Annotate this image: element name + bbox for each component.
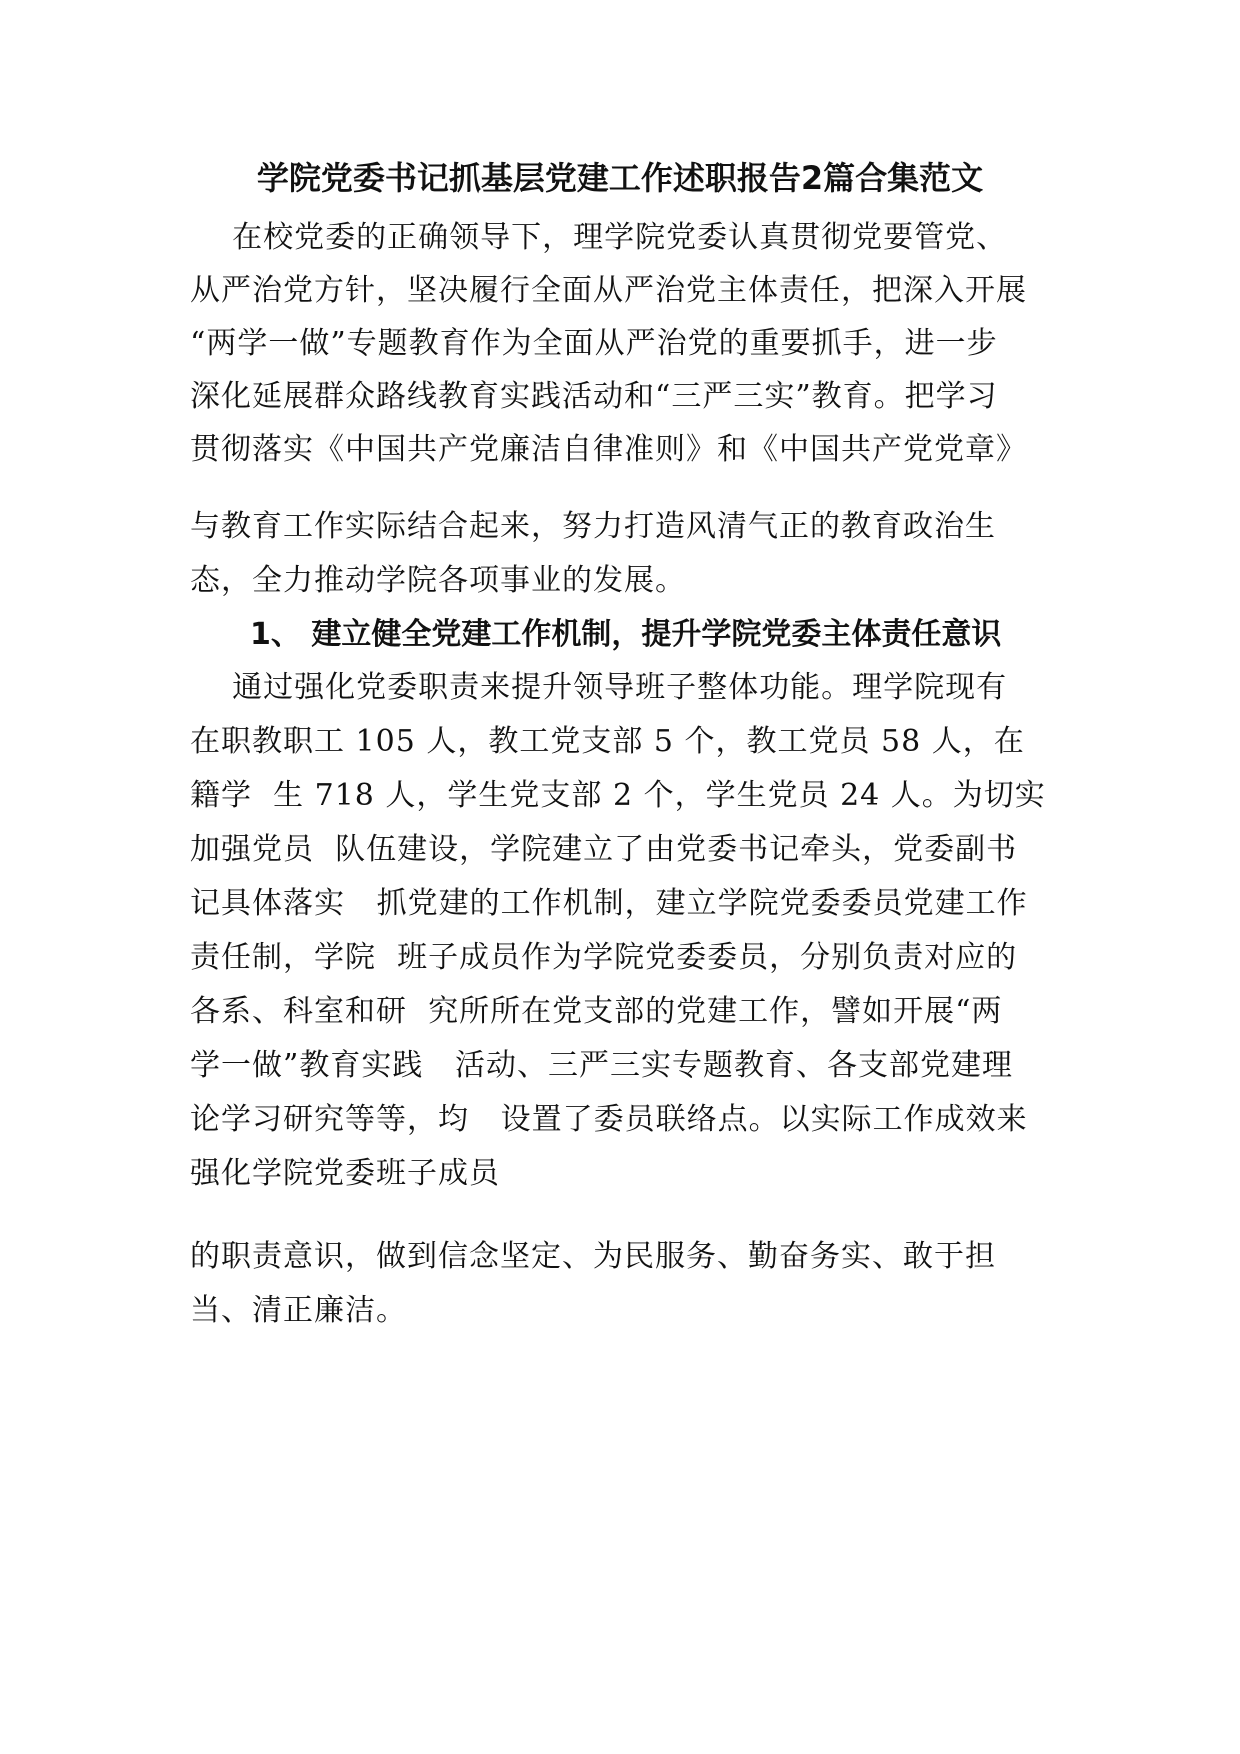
paragraph-1-line-4: 深化延展群众路线教育实践活动和“三严三实”教育。把学习 — [190, 379, 998, 414]
paragraph-1-line-3: “两学一做”专题教育作为全面从严治党的重要抓手，进一步 — [190, 326, 998, 361]
paragraph-1-line-5: 贯彻落实《中国共产党廉洁自律准则》和《中国共产党党章》 — [190, 432, 1027, 467]
paragraph-2-line-2: 在职教职工 105 人，教工党支部 5 个，教工党员 58 人，在 — [190, 724, 1025, 759]
paragraph-2-line-6: 责任制，学院 班子成员作为学院党委委员，分别负责对应的 — [190, 940, 1018, 975]
paragraph-1-line-6: 与教育工作实际结合起来，努力打造风清气正的教育政治生 — [190, 509, 996, 544]
paragraph-1-line-1: 在校党委的正确领导下，理学院党委认真贯彻党要管党、 — [190, 220, 1008, 255]
paragraph-2-line-4: 加强党员 队伍建设，学院建立了由党委书记牵头，党委副书 — [190, 832, 1018, 867]
paragraph-2-line-5: 记具体落实 抓党建的工作机制，建立学院党委委员党建工作 — [190, 886, 1028, 921]
paragraph-2-line-8: 学一做”教育实践 活动、三严三实专题教育、各支部党建理 — [190, 1048, 1013, 1083]
paragraph-2-line-9: 论学习研究等等，均 设置了委员联络点。以实际工作成效来 — [190, 1102, 1028, 1137]
paragraph-3-line-1: 的职责意识，做到信念坚定、为民服务、勤奋务实、敢于担 — [190, 1239, 996, 1274]
paragraph-2-line-10: 强化学院党委班子成员 — [190, 1156, 500, 1191]
paragraph-1-line-7: 态，全力推动学院各项事业的发展。 — [190, 563, 686, 598]
paragraph-2-line-7: 各系、科室和研 究所所在党支部的党建工作，譬如开展“两 — [190, 994, 1003, 1029]
paragraph-1-line-2: 从严治党方针，坚决履行全面从严治党主体责任，把深入开展 — [190, 273, 1027, 308]
paragraph-2-line-1: 通过强化党委职责来提升领导班子整体功能。理学院现有 — [190, 670, 1008, 705]
paragraph-2-line-3: 籍学 生 718 人，学生党支部 2 个，学生党员 24 人。为切实 — [190, 778, 1046, 813]
paragraph-3-line-2: 当、清正廉洁。 — [190, 1293, 407, 1328]
section-1-heading: 1、 建立健全党建工作机制，提升学院党委主体责任意识 — [250, 617, 1002, 652]
document-title: 学院党委书记抓基层党建工作述职报告2篇合集范文 — [256, 159, 984, 197]
